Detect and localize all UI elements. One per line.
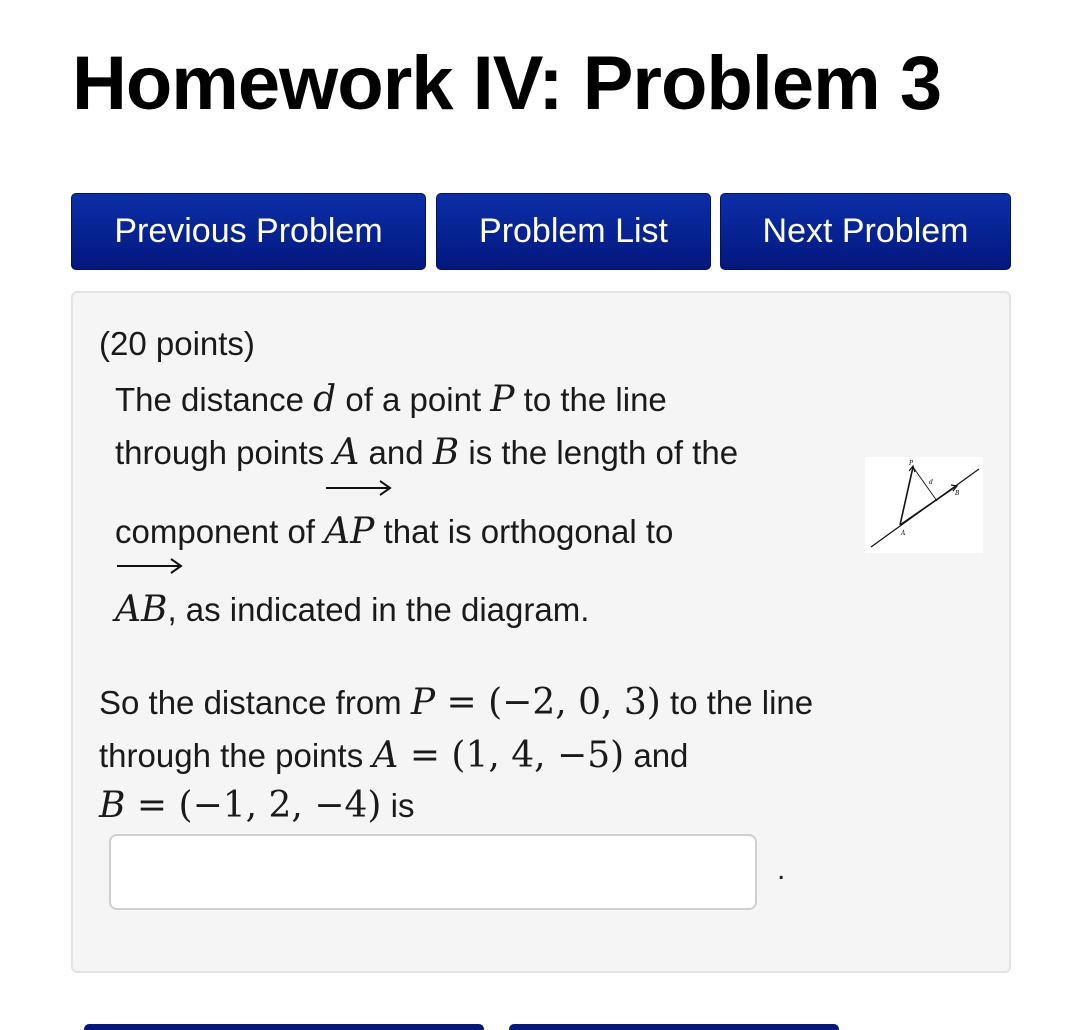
text-segment: is the length of the [459, 434, 739, 471]
text-segment: and [624, 737, 689, 774]
problem-line-2 [115, 432, 738, 473]
diagram-label-P: P [909, 460, 914, 467]
math-P: P [490, 379, 515, 420]
text-segment: that is orthogonal to [374, 513, 674, 550]
math-A: A [333, 432, 360, 473]
vector-AP [324, 511, 374, 552]
previous-problem-button[interactable]: Previous Problem [71, 193, 426, 270]
math-B: B [432, 432, 460, 473]
question-line-3 [99, 785, 414, 826]
page-title: Homework IV: Problem 3 [72, 41, 942, 126]
text-segment: and [359, 434, 433, 471]
math-AP: AP [324, 511, 375, 552]
text-segment: , as indicated in the diagram. [167, 591, 590, 628]
bottom-button-right[interactable] [509, 1024, 839, 1030]
vector-arrow-icon [115, 555, 185, 577]
problem-line-1 [115, 379, 667, 420]
problem-panel [71, 291, 1011, 973]
text-segment: to the line [514, 381, 667, 418]
answer-period: . [777, 853, 786, 886]
problem-line-3 [115, 511, 673, 552]
answer-input[interactable] [109, 834, 757, 910]
next-problem-button[interactable]: Next Problem [720, 193, 1011, 270]
problem-list-button[interactable]: Problem List [436, 193, 711, 270]
text-segment: of a point [336, 381, 491, 418]
math-d: d [313, 379, 337, 420]
question-line-1 [99, 682, 813, 723]
distance-diagram [865, 457, 983, 553]
vector-AB [115, 589, 167, 630]
text-segment: The distance [115, 381, 314, 418]
math-point-P: = (−2, 0, 3) [435, 682, 661, 723]
math-P: P [410, 682, 436, 723]
math-AB: AB [115, 589, 168, 630]
points-label: (20 points) [99, 325, 255, 362]
math-point-B: = (−1, 2, −4) [125, 785, 382, 826]
text-segment: is [381, 787, 415, 824]
text-segment: through the points [99, 737, 373, 774]
text-segment: to the line [660, 684, 814, 721]
problem-line-4 [115, 589, 589, 630]
diagram-label-A: A [901, 530, 906, 537]
vector-arrow-icon [324, 477, 394, 499]
math-point-A: = (1, 4, −5) [398, 735, 625, 776]
math-B: B [99, 785, 126, 826]
text-segment: So the distance from [99, 684, 411, 721]
question-line-2 [99, 735, 688, 776]
math-A: A [372, 735, 399, 776]
bottom-button-left[interactable] [84, 1024, 484, 1030]
text-segment: through points [115, 434, 334, 471]
diagram-label-d: d [929, 479, 933, 486]
diagram-label-B: B [955, 490, 960, 497]
text-segment: component of [115, 513, 325, 550]
